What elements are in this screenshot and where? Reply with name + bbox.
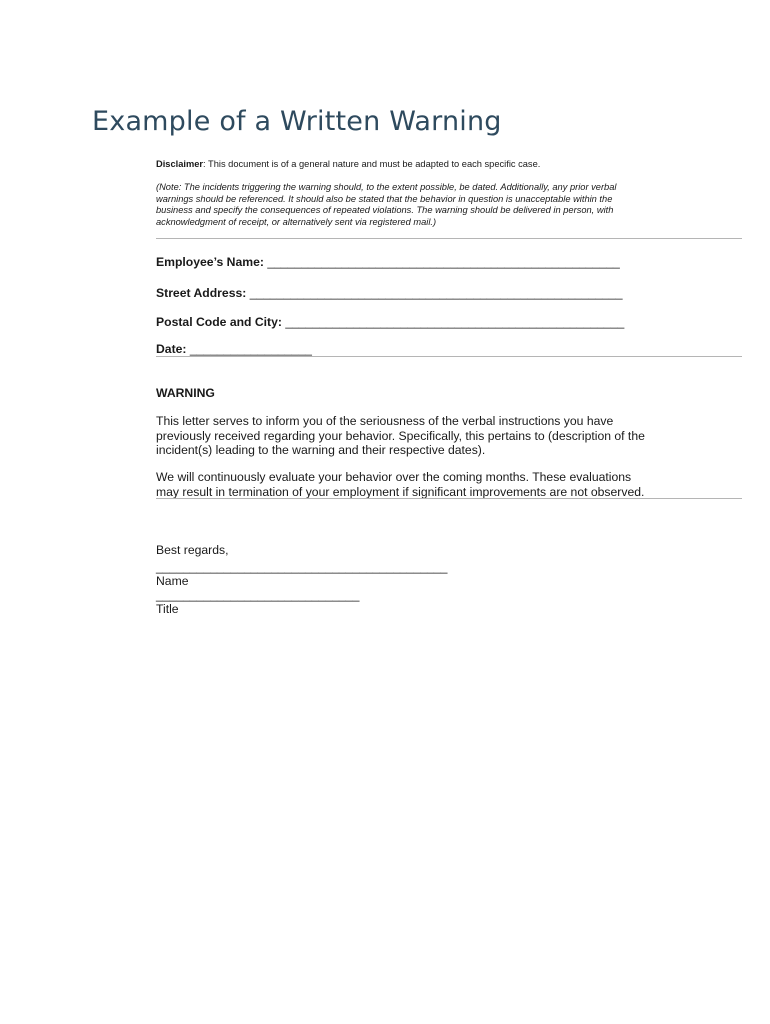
note-line: business and specify the consequences of repeated violations. The warning should be delivered in person, with <box>156 205 614 215</box>
field-blank: __________________ <box>189 342 312 356</box>
date-field <box>156 342 312 356</box>
field-label: Employee’s Name: <box>156 255 264 269</box>
field-label: Postal Code and City: <box>156 315 282 329</box>
warning-paragraph-2 <box>156 470 644 499</box>
warning-heading: WARNING <box>156 386 215 400</box>
note-line: warnings should be referenced. It should also be stated that the behavior in question is unacceptable within the <box>156 193 613 204</box>
employee-name-field <box>156 255 620 269</box>
section-divider <box>156 498 742 499</box>
field-blank: ____________________________________________________ <box>267 255 620 269</box>
signature-line: ______________________________ <box>156 588 360 602</box>
signature-title-label: Title <box>156 602 179 616</box>
signature-name-label: Name <box>156 574 189 588</box>
postal-code-city-field <box>156 315 624 329</box>
signature-line: ___________________________________________ <box>156 560 448 574</box>
paragraph-line: previously received regarding your behavior. Specifically, this pertains to (description of the <box>156 428 645 443</box>
closing-salutation: Best regards, <box>156 543 229 557</box>
note-line: acknowledgment of receipt, or alternatively sent via registered mail.) <box>156 216 437 227</box>
paragraph-line: This letter serves to inform you of the seriousness of the verbal instructions you have <box>156 414 614 428</box>
paragraph-line: may result in termination of your employment if significant improvements are not observed. <box>156 484 645 499</box>
disclaimer-label: Disclaimer <box>156 159 204 169</box>
document-title: Example of a Written Warning <box>92 106 502 137</box>
street-address-field <box>156 286 623 300</box>
paragraph-line: incident(s) leading to the warning and their respective dates). <box>156 443 486 457</box>
disclaimer <box>156 159 540 169</box>
warning-paragraph-1 <box>156 414 645 458</box>
field-label: Street Address: <box>156 286 247 300</box>
section-divider <box>156 356 742 357</box>
note-line: (Note: The incidents triggering the warning should, to the extent possible, be dated. Additionally, any prior verbal <box>156 182 617 192</box>
note-paragraph <box>156 182 676 228</box>
paragraph-line: We will continuously evaluate your behavior over the coming months. These evaluations <box>156 470 632 484</box>
field-blank: __________________________________________________ <box>285 315 625 329</box>
disclaimer-text: : This document is of a general nature and must be adapted to each specific case. <box>203 159 541 169</box>
field-blank: _______________________________________________________ <box>249 286 623 300</box>
section-divider <box>156 238 742 239</box>
field-label: Date: <box>156 342 187 356</box>
